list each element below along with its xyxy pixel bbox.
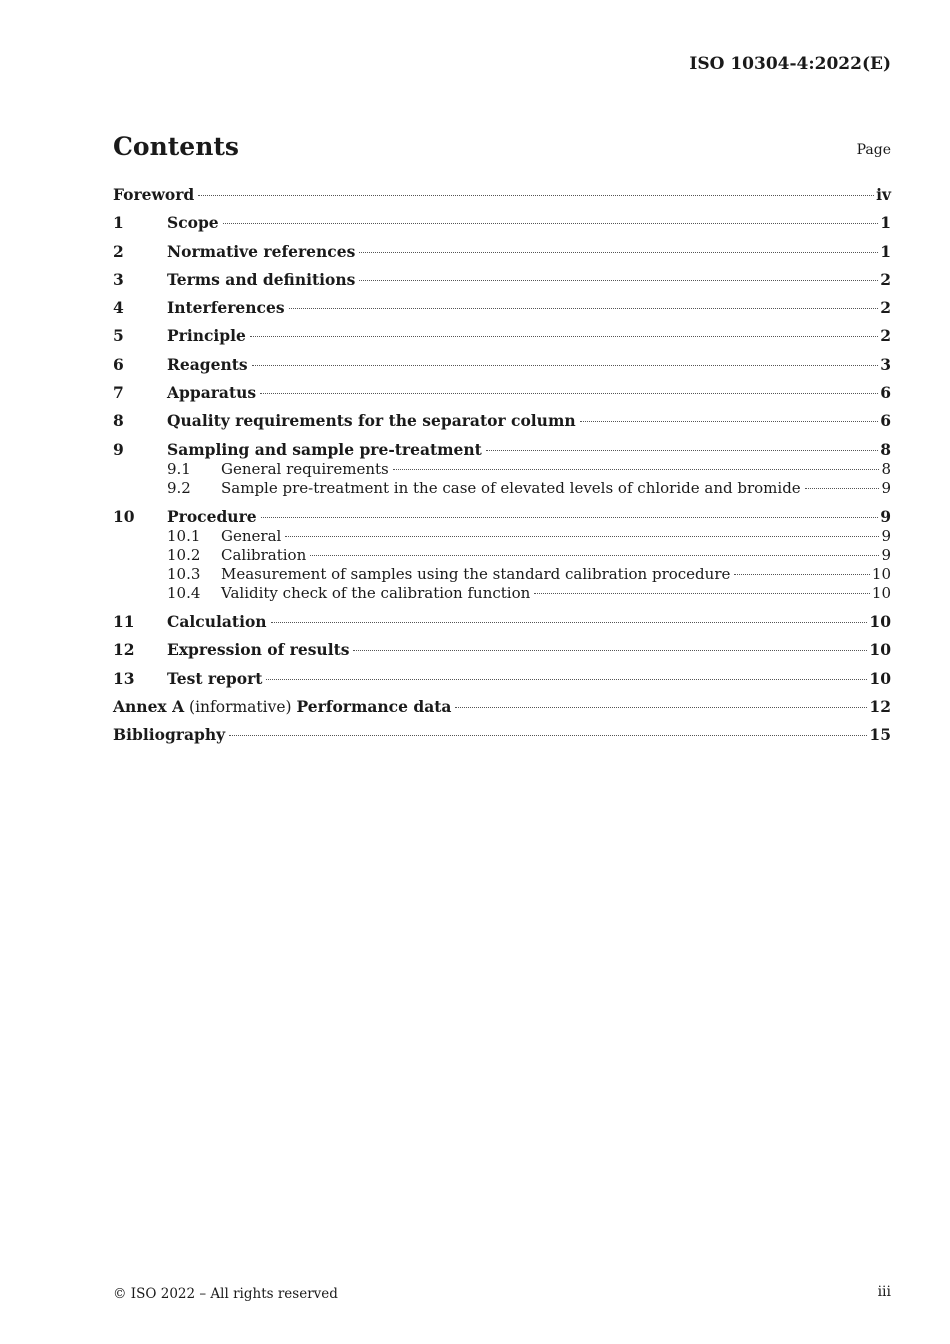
footer-copyright: © ISO 2022 – All rights reserved: [113, 1286, 338, 1302]
toc-entry-page: 15: [869, 725, 891, 745]
dot-leader: [198, 195, 874, 196]
toc-entry[interactable]: [113, 213, 891, 233]
toc-entry-number: 2: [113, 241, 124, 261]
toc-entry[interactable]: [113, 697, 891, 717]
toc-entry-label: Test report: [167, 668, 263, 688]
dot-leader: [734, 574, 870, 575]
toc-entry-number: 1: [113, 213, 124, 233]
toc-entry-label: Sample pre-treatment in the case of elevated levels of chloride and bromide: [221, 478, 801, 497]
toc-entry-label: Sampling and sample pre-treatment: [167, 439, 482, 459]
toc-entry-page: 8: [881, 459, 891, 478]
toc-entry-page: 10: [871, 565, 891, 584]
toc-entry-page: 2: [880, 326, 891, 346]
document-id: ISO 10304-4:2022(E): [689, 54, 891, 74]
toc-entry-number: 10.1: [167, 526, 201, 545]
toc-entry-number: 7: [113, 383, 124, 403]
dot-leader: [534, 593, 870, 594]
table-of-contents: [113, 185, 891, 745]
toc-entry-page: 10: [871, 584, 891, 603]
toc-entry[interactable]: [113, 612, 891, 632]
toc-entry-number: 13: [113, 668, 135, 688]
dot-leader: [266, 679, 867, 680]
toc-entry-page: 1: [880, 241, 891, 261]
dot-leader: [805, 488, 880, 489]
toc-entry-label: Interferences: [167, 298, 285, 318]
toc-entry-page: 9: [881, 526, 891, 545]
toc-entry-label: Calibration: [221, 545, 307, 564]
dot-leader: [250, 336, 878, 337]
toc-entry-label: Reagents: [167, 354, 248, 374]
toc-entry-number: 12: [113, 640, 135, 660]
dot-leader: [580, 421, 879, 422]
dot-leader: [359, 252, 878, 253]
dot-leader: [271, 622, 868, 623]
toc-entry-number: 8: [113, 411, 124, 431]
toc-entry-number: 3: [113, 269, 124, 289]
toc-entry-page: 1: [880, 213, 891, 233]
toc-entry[interactable]: [113, 640, 891, 660]
toc-entry-label: Annex A (informative) Performance data: [113, 696, 452, 716]
page-column-label: Page: [856, 142, 891, 158]
toc-entry-number: 10.3: [167, 565, 201, 584]
dot-leader: [229, 735, 867, 736]
toc-entry-page: 9: [880, 506, 891, 526]
dot-leader: [285, 536, 879, 537]
toc-entry-number: 10.4: [167, 584, 201, 603]
toc-entry-label: General requirements: [221, 459, 389, 478]
toc-entry[interactable]: [113, 460, 891, 479]
toc-entry-page: iv: [876, 185, 891, 204]
toc-entry-page: 9: [881, 478, 891, 497]
toc-entry[interactable]: [113, 565, 891, 584]
toc-entry-label: Terms and definitions: [167, 269, 356, 289]
dot-leader: [455, 707, 867, 708]
toc-entry-label: Measurement of samples using the standard calibration procedure: [221, 565, 731, 584]
dot-leader: [353, 650, 867, 651]
toc-entry-label: Expression of results: [167, 640, 350, 660]
toc-entry-label: Foreword: [113, 185, 195, 204]
toc-entry[interactable]: [113, 326, 891, 346]
toc-entry-page: 6: [880, 383, 891, 403]
toc-entry[interactable]: [113, 507, 891, 527]
toc-entry[interactable]: [113, 383, 891, 403]
toc-entry-number: 10.2: [167, 545, 201, 564]
toc-entry-number: 10: [113, 506, 135, 526]
toc-entry-page: 3: [880, 354, 891, 374]
toc-entry-number: 9.2: [167, 478, 191, 497]
toc-entry-label: Principle: [167, 326, 246, 346]
toc-entry-page: 9: [881, 545, 891, 564]
toc-entry-page: 10: [869, 640, 891, 660]
toc-entry[interactable]: [113, 270, 891, 290]
toc-entry[interactable]: [113, 527, 891, 546]
toc-entry[interactable]: [113, 411, 891, 431]
toc-entry-label: Bibliography: [113, 725, 226, 745]
toc-entry-number: 9: [113, 439, 124, 459]
toc-entry[interactable]: [113, 669, 891, 689]
dot-leader: [261, 517, 879, 518]
toc-entry[interactable]: [113, 725, 891, 745]
toc-entry-number: 4: [113, 298, 124, 318]
toc-entry-page: 2: [880, 298, 891, 318]
dot-leader: [289, 308, 879, 309]
toc-entry-page: 6: [880, 411, 891, 431]
toc-entry-page: 12: [869, 696, 891, 716]
toc-entry-number: 9.1: [167, 459, 191, 478]
dot-leader: [260, 393, 878, 394]
toc-entry-number: 11: [113, 612, 135, 632]
dot-leader: [223, 223, 879, 224]
dot-leader: [393, 469, 880, 470]
toc-entry-label: Quality requirements for the separator column: [167, 411, 576, 431]
page-title: Contents: [113, 132, 240, 161]
toc-entry-page: 10: [869, 668, 891, 688]
toc-entry-label: Scope: [167, 213, 219, 233]
dot-leader: [359, 280, 878, 281]
toc-entry-label: Normative references: [167, 241, 356, 261]
toc-entry-label: General: [221, 526, 282, 545]
toc-entry-label: Validity check of the calibration function: [221, 584, 531, 603]
toc-entry[interactable]: [113, 298, 891, 318]
toc-entry-page: 8: [880, 439, 891, 459]
toc-entry-number: 5: [113, 326, 124, 346]
dot-leader: [486, 450, 878, 451]
toc-entry[interactable]: [113, 546, 891, 565]
toc-entry-label: Calculation: [167, 612, 267, 632]
toc-entry[interactable]: [113, 584, 891, 603]
footer-page-number: iii: [877, 1284, 891, 1300]
toc-entry-label: Procedure: [167, 506, 257, 526]
toc-entry-number: 6: [113, 354, 124, 374]
toc-entry[interactable]: [113, 440, 891, 460]
toc-entry-label: Apparatus: [167, 383, 257, 403]
toc-entry-page: 10: [869, 612, 891, 632]
toc-entry[interactable]: [113, 242, 891, 262]
dot-leader: [252, 365, 879, 366]
toc-entry-page: 2: [880, 269, 891, 289]
dot-leader: [310, 555, 879, 556]
toc-entry[interactable]: [113, 479, 891, 498]
toc-entry[interactable]: [113, 355, 891, 375]
toc-entry[interactable]: [113, 185, 891, 205]
